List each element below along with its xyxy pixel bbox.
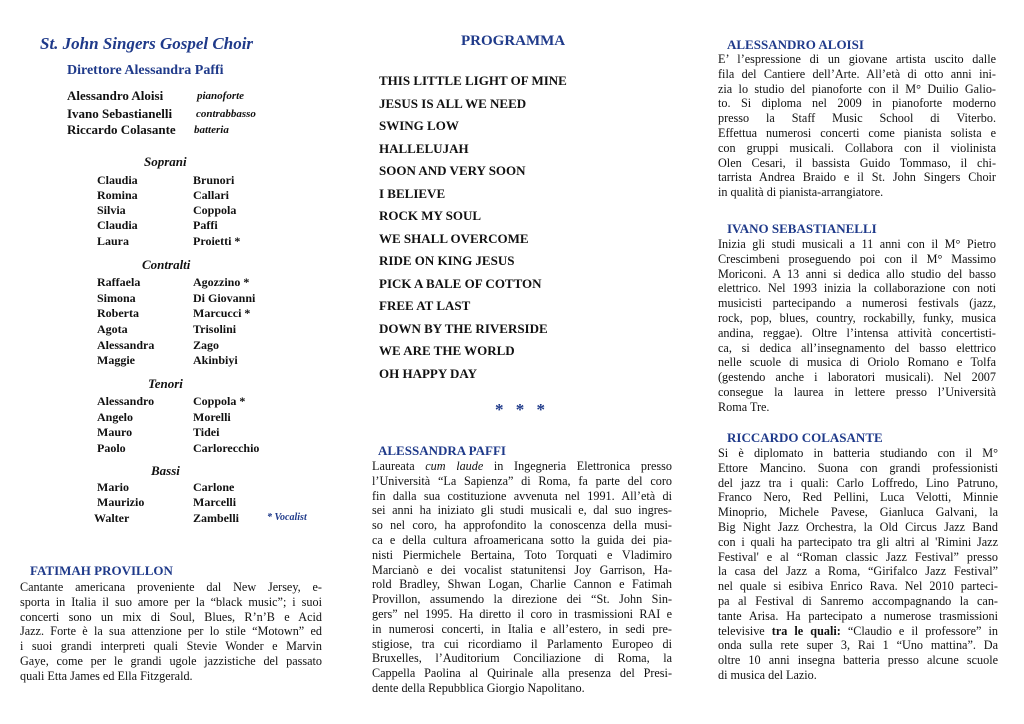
choir-title: St. John Singers Gospel Choir xyxy=(40,34,254,53)
colasante-heading: RICCARDO COLASANTE xyxy=(727,430,883,445)
singer-last-name: Agozzino * xyxy=(193,275,250,289)
song-item: SWING LOW xyxy=(379,118,459,133)
text-line: ca, si dedica all’insegnamento del basso elettrico xyxy=(718,340,996,355)
singer-last-name: Marcelli xyxy=(193,495,237,509)
text-line: Ettore Mancino. Suona con grandi professionisti xyxy=(718,460,998,475)
text-line: con gruppi musicali. Collabora con il violinista xyxy=(718,140,996,155)
singer-first-name: Angelo xyxy=(97,410,133,424)
text-line: i suoi grandi interpreti quali Stevie Wonder e Marvin xyxy=(20,639,322,654)
text-line: nelle scuole di musica di Oriolo Romano e Tolfa xyxy=(718,355,996,370)
text-line: la casa del Jazz a Roma, “Girifalco Jazz Festival” xyxy=(718,564,998,579)
text-line: Si è diplomato in batteria studiando con il M° xyxy=(718,446,998,460)
singer-first-name: Simona xyxy=(97,291,136,305)
singer-first-name: Maurizio xyxy=(97,495,145,509)
song-item: OH HAPPY DAY xyxy=(379,365,477,381)
musician-instrument: batteria xyxy=(194,124,229,136)
text-line: consegue la laurea in lettere presso l’Università xyxy=(718,384,996,399)
sebastianelli-heading: IVANO SEBASTIANELLI xyxy=(727,221,877,236)
text-line: Provillon, assumendo la direzione dei “St. John Sin- xyxy=(372,592,672,607)
singer-first-name: Romina xyxy=(97,188,138,202)
aloisi-heading: ALESSANDRO ALOISI xyxy=(727,37,864,52)
singer-last-name: Marcucci * xyxy=(193,306,251,320)
singer-first-name: Claudia xyxy=(97,173,138,187)
singer-first-name: Mauro xyxy=(97,425,133,439)
text-line: oltre 10 anni insegna batteria presso alcune scuole xyxy=(718,653,998,668)
text-line: E’ l’espressione di un giovane artista uscito dalle xyxy=(718,52,996,66)
text-line: Franco Nero, Red Pellini, Luca Velotti, Minnie xyxy=(718,490,998,505)
text-line: sei anni ha iniziato gli studi musicali e, dal suo ingres- xyxy=(372,503,672,518)
text-line: quali Etta James ed Ella Fitzgerald. xyxy=(20,668,193,683)
singer-last-name: Proietti * xyxy=(193,234,241,248)
song-item: ROCK MY SOUL xyxy=(379,208,482,223)
text-line: in qualità di pianista-arrangiatore. xyxy=(718,185,884,200)
text-line: ca e della cultura afroamericana sotto la guida dei pia- xyxy=(372,532,672,547)
musician-instrument: contrabbasso xyxy=(196,108,256,120)
text-line: musicisti partecipando a numerosi festivals (jazz, xyxy=(718,296,996,311)
text-line: Effettua numerosi concerti come pianista solista e xyxy=(718,125,996,140)
paffi-heading: ALESSANDRA PAFFI xyxy=(378,443,506,458)
text-line: rold Bradley, Shwan Logan, Charlie Cannon e Fatimah xyxy=(372,577,672,592)
text-line: fin dalla sua costituzione avvenuta nel 1991. All’età di xyxy=(372,488,672,503)
colasante-bio xyxy=(718,446,998,683)
sebastianelli-bio xyxy=(718,237,996,415)
text-line: (gestendo anche i laboratori musicali). Nel 2007 xyxy=(718,370,996,385)
song-item: SOON AND VERY SOON xyxy=(379,163,526,178)
text-line: nisti Piermichele Bertaina, Toto Torquati e Vladimiro xyxy=(372,547,672,562)
text-line: Marcianò e dei vocalist statunitensi Joy Garrison, Ha- xyxy=(372,562,672,577)
song-item: WE ARE THE WORLD xyxy=(379,343,515,358)
fatimah-heading: FATIMAH PROVILLON xyxy=(30,563,173,578)
text-line: di musica del Lazio. xyxy=(718,667,817,682)
text-line: pa al Festival di Sanremo accompagnando la can- xyxy=(718,593,998,608)
song-item: HALLELUJAH xyxy=(379,140,469,156)
section-title: Soprani xyxy=(144,154,187,169)
text-line: gers” nel 1995. Ha diretto il coro in trasmissioni RAI e xyxy=(372,606,672,621)
singer-first-name: Roberta xyxy=(97,306,139,320)
singer-first-name: Laura xyxy=(97,234,130,248)
singer-last-name: Trisolini xyxy=(193,322,237,336)
aloisi-bio xyxy=(718,52,996,200)
song-item: WE SHALL OVERCOME xyxy=(379,230,529,246)
text-line: Crescimbeni proseguendo poi con il M° Massimo xyxy=(718,251,996,266)
song-item: THIS LITTLE LIGHT OF MINE xyxy=(379,73,567,88)
paffi-bio xyxy=(372,459,672,696)
singer-last-name: Callari xyxy=(193,188,229,202)
vocalist-note: * Vocalist xyxy=(267,512,307,523)
text-line: to. Si diploma nel 2009 in pianoforte moderno xyxy=(718,96,996,111)
text-line: tante Arisa. Ha partecipato a numerose trasmissioni xyxy=(718,608,998,623)
section-title: Contralti xyxy=(142,257,191,272)
singer-last-name: Zago xyxy=(193,338,220,352)
text-line: presso la Staff Music School di Viterbo. xyxy=(718,111,996,126)
text-line: Inizia gli studi musicali a 11 anni con il M° Pietro xyxy=(718,237,996,251)
text-line: concerti sono un mix di Soul, Blues, R’n’B e Acid xyxy=(20,609,322,624)
director-line: Direttore Alessandra Paffi xyxy=(67,63,224,78)
text-line: zia lo studio del pianoforte con il M° Duilio Galio- xyxy=(718,81,996,96)
text-line: so nel coro, ha approfondito la conoscenza della musi- xyxy=(372,518,672,533)
singer-first-name: Agota xyxy=(97,322,128,336)
text-line: dente della Repubblica Giorgio Napolitano. xyxy=(372,680,585,695)
text-line: Cantante americana proveniente dal New Jersey, e- xyxy=(20,580,322,594)
singer-first-name: Alessandra xyxy=(97,338,155,352)
text-line: in numerosi concerti, in Italia e all’estero, in sedi pre- xyxy=(372,621,672,636)
text-line: stigiose, tra cui ricordiamo il Parlamento Europeo di xyxy=(372,636,672,651)
text-line: sporta in Italia il suo amore per la “black music”; i suoi xyxy=(20,594,322,609)
text-line: elettrico. Nel 1993 inizia la collaborazione con noti xyxy=(718,281,996,296)
text-line: Olen Cesari, il bassista Guido Tommaso, il chi- xyxy=(718,155,996,170)
singer-last-name: Di Giovanni xyxy=(193,291,256,305)
musician-instrument: pianoforte xyxy=(197,90,245,102)
text-line: Laureata cum laude in Ingegneria Elettronica presso xyxy=(372,459,672,473)
section-title: Bassi xyxy=(151,463,180,478)
singer-first-name: Claudia xyxy=(97,218,138,232)
singer-first-name: Walter xyxy=(94,511,130,525)
singer-last-name: Tidei xyxy=(193,425,220,439)
programma-title: PROGRAMMA xyxy=(461,33,566,49)
text-line: Big Night Jazz Orchestra, la Old Circus Jazz Band xyxy=(718,519,998,534)
musician-name: Riccardo Colasante xyxy=(67,122,176,137)
singer-last-name: Akinbiyi xyxy=(193,353,238,367)
text-line: fila del Cantiere dell’Arte. All’età di otto anni ini- xyxy=(718,66,996,81)
song-item: FREE AT LAST xyxy=(379,298,471,313)
text-line: rock, pop, blues, country, rockabilly, funky, musica xyxy=(718,310,996,325)
song-item: I BELIEVE xyxy=(379,185,446,201)
text-line: del jazz tra i quali: Carlo Loffredo, Lino Patruno, xyxy=(718,475,998,490)
musician-name: Ivano Sebastianelli xyxy=(67,106,173,121)
text-line: Gaye, come per le grandi ugole jazzistiche del passato xyxy=(20,653,322,668)
singer-last-name: Morelli xyxy=(193,410,231,424)
singer-last-name: Coppola xyxy=(193,203,237,217)
song-item: DOWN BY THE RIVERSIDE xyxy=(379,320,548,336)
singer-first-name: Alessandro xyxy=(97,394,155,408)
song-item: PICK A BALE OF COTTON xyxy=(379,275,542,291)
text-line: Cappella Paolina al Quirinale alla presenza del Presi- xyxy=(372,666,672,681)
song-item: JESUS IS ALL WE NEED xyxy=(379,95,527,111)
singer-first-name: Maggie xyxy=(97,353,135,367)
singer-last-name: Paffi xyxy=(193,218,218,232)
singer-first-name: Silvia xyxy=(97,203,126,217)
text-line: Moriconi. A 13 anni si dedica allo studio del basso xyxy=(718,266,996,281)
text-line: Bruxelles, l’Auditorium Conciliazione di Roma, la xyxy=(372,651,672,666)
text-line: andina, reggae). Oltre l’intensa attività concertisti- xyxy=(718,325,996,340)
text-line: nel quale si esibiva Enrico Rava. Nel 2010 parteci- xyxy=(718,579,998,594)
singer-last-name: Coppola * xyxy=(193,394,246,408)
text-line: tarrista Andrea Braido e il St. John Singers Choir xyxy=(718,170,996,185)
singer-last-name: Brunori xyxy=(193,173,235,187)
singer-last-name: Carlone xyxy=(193,480,235,494)
text-line: l’Università “La Sapienza” di Roma, fa parte del coro xyxy=(372,473,672,488)
text-line: televisive tra le quali: “Claudio e il professore” in xyxy=(718,623,998,638)
fatimah-bio xyxy=(20,580,322,684)
text-line: Minoprio, Michele Pavese, Gianluca Galvani, la xyxy=(718,505,998,520)
singer-last-name: Carlorecchio xyxy=(193,441,260,455)
singer-first-name: Paolo xyxy=(97,441,126,455)
section-title: Tenori xyxy=(148,376,183,391)
singer-last-name: Zambelli xyxy=(193,511,240,525)
text-line: Jazz. Forte è la sua attenzione per lo stile “Motown” ed xyxy=(20,624,322,639)
text-line: Roma Tre. xyxy=(718,399,770,414)
song-item: RIDE ON KING JESUS xyxy=(379,253,515,268)
stars-divider: * * * xyxy=(495,400,549,419)
text-line: onda sulla rete super 3, Rai 1 “Uno mattina”. Da xyxy=(718,638,998,653)
musician-name: Alessandro Aloisi xyxy=(67,88,164,103)
singer-first-name: Mario xyxy=(97,480,129,494)
text-line: Festival' e al “Roman classic Jazz Festival” presso xyxy=(718,549,998,564)
singer-first-name: Raffaela xyxy=(97,275,141,289)
text-line: con i quali ha partecipato tra gli altri al 'Rimini Jazz xyxy=(718,534,998,549)
